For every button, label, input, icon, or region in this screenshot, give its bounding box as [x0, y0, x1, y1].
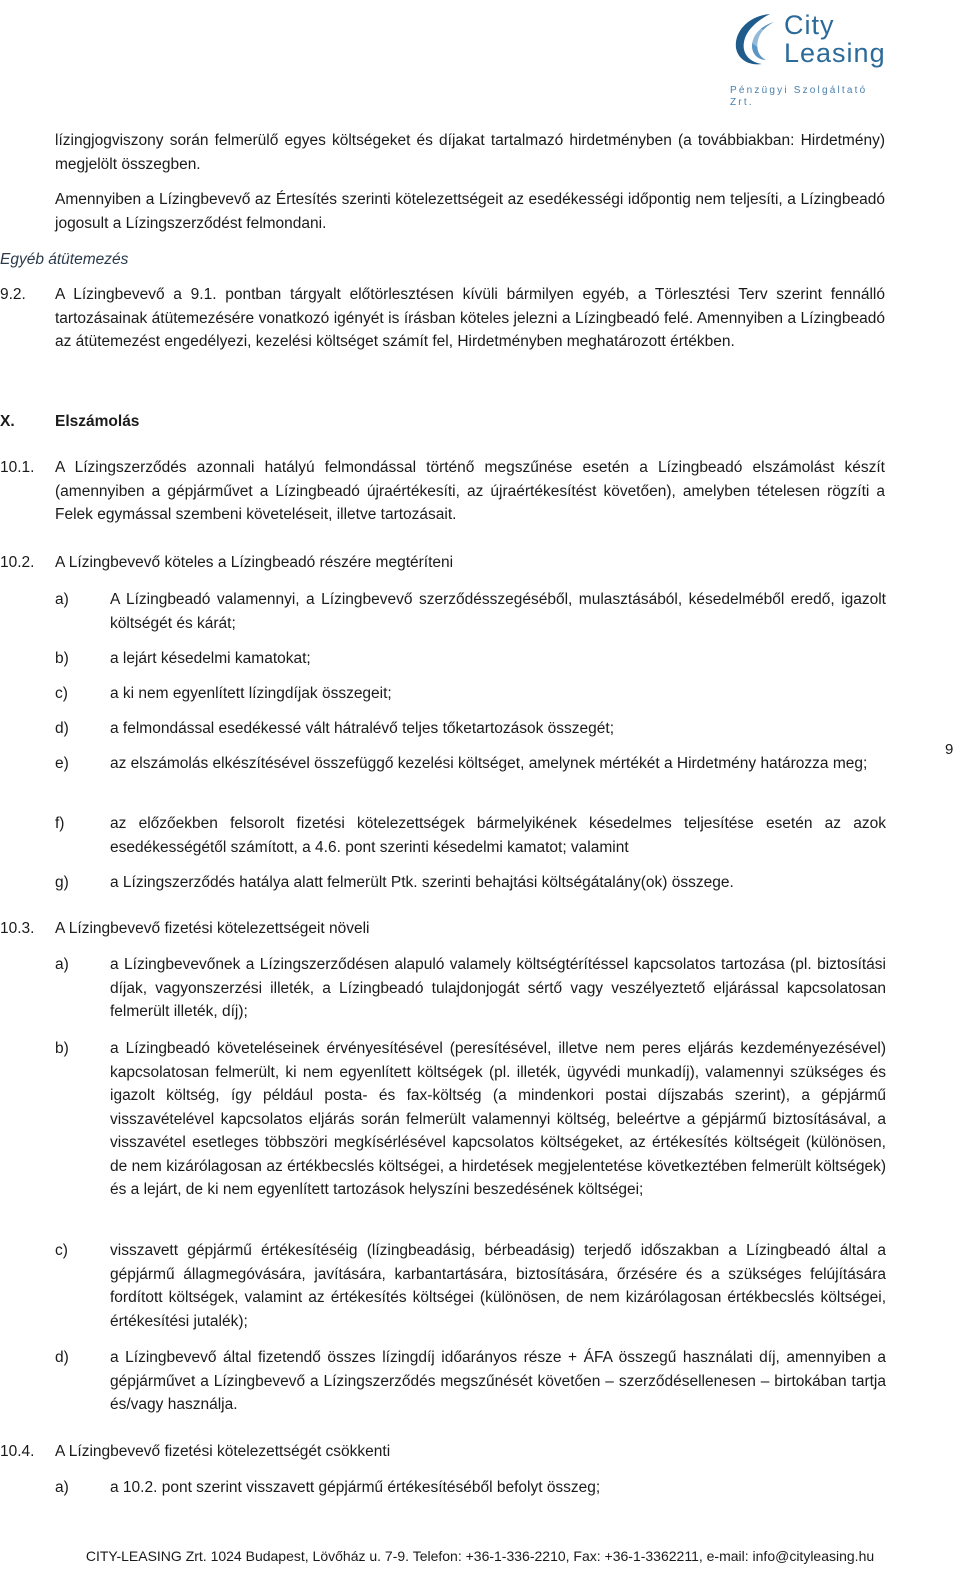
- clause-10-2-text: A Lízingbevevő köteles a Lízingbeadó részére megtéríteni: [55, 554, 454, 571]
- list-item-text: a 10.2. pont szerint visszavett gépjármű értékesítéséből befolyt összeg;: [110, 1479, 601, 1496]
- list-item-text: az előzőekben felsorolt fizetési kötelezettségek bármelyikének késedelmes teljesítése esetén az azok esedékességétől számított, a 4.6. pont szerinti késedelmi kamatot; valamint: [110, 815, 886, 856]
- list-item-letter: f): [55, 815, 65, 832]
- clause-number: 10.4.: [0, 1443, 35, 1460]
- intro-paragraph-1: lízingjogviszony során felmerülő egyes költségeket és díjakat tartalmazó hirdetményben (a továbbiakban: Hirdetmény) megjelölt összegben.: [55, 132, 885, 173]
- list-item-letter: b): [55, 1040, 69, 1057]
- list-item-letter: c): [55, 685, 68, 702]
- logo-swoosh-icon: [730, 8, 782, 68]
- chapter-number: X.: [0, 413, 15, 430]
- intro-paragraph-2: Amennyiben a Lízingbevevő az Értesítés szerinti kötelezettségeit az esedékességi időpontig nem teljesíti, a Lízingbeadó jogosult a Lízingszerződést felmondani.: [55, 191, 885, 232]
- list-item-letter: d): [55, 720, 69, 737]
- list-item-text: a Lízingbeadó követeléseinek érvényesítésével (peresítésével, illetve nem peres eljárás kezdeményezésével) kapcsolatosan felmerült, ki nem egyenlített költségek (pl. illeték, ügyvédi munkadíj), valamennyi szükséges és igazolt költség, így például posta- és fax-költség (a mindenkori postai díjszabás szerint), a gépjármű visszavételével kapcsolatos eljárás során felmerült valamennyi költség, beleértve a gépjármű biztosításával, a visszavétel esetleges többszöri megkísérlésével kapcsolatos költségeket, az értékesítés költségeit (különösen, de nem kizárólagosan az értékbecslés költségei, a hirdetések megjelentetése következtében felmerült költségek) és a lejárt, de ki nem egyenlített tartozások helyszíni beszedésének költségei;: [110, 1040, 886, 1198]
- list-item-letter: a): [55, 1479, 69, 1496]
- list-item-text: a lejárt késedelmi kamatokat;: [110, 650, 311, 667]
- list-item-text: a felmondással esedékessé vált hátralévő teljes tőketartozások összegét;: [110, 720, 615, 737]
- list-item-letter: c): [55, 1242, 68, 1259]
- list-item-letter: a): [55, 591, 69, 608]
- list-item-text: az elszámolás elkészítésével összefüggő kezelési költséget, amelynek mértékét a Hirdetmény határozza meg;: [110, 755, 868, 772]
- clause-10-3-text: A Lízingbevevő fizetési kötelezettségeit növeli: [55, 920, 370, 937]
- clause-number: 10.2.: [0, 554, 35, 571]
- company-logo: [728, 6, 888, 108]
- list-item-text: a ki nem egyenlített lízingdíjak összegeit;: [110, 685, 392, 702]
- clause-number: 9.2.: [0, 286, 26, 303]
- clause-number: 10.1.: [0, 459, 35, 476]
- list-item-letter: g): [55, 874, 69, 891]
- list-item-letter: d): [55, 1349, 69, 1366]
- clause-number: 10.3.: [0, 920, 35, 937]
- logo-text-leasing: Leasing: [784, 38, 886, 68]
- list-item-text: a Lízingszerződés hatálya alatt felmerült Ptk. szerinti behajtási költségátalány(ok) összege.: [110, 874, 734, 891]
- list-item-text: a Lízingbevevő által fizetendő összes lízingdíj időarányos része + ÁFA összegű használati díj, amennyiben a gépjárművet a Lízingbevevő a Lízingszerződés megszűnését követően – szerződésellenesen – birtokában tartja és/vagy használja.: [110, 1349, 886, 1413]
- chapter-title: Elszámolás: [55, 413, 140, 430]
- clause-9-2-text: A Lízingbevevő a 9.1. pontban tárgyalt előtörlesztésen kívüli bármilyen egyéb, a Törlesztési Terv szerint fennálló tartozásainak átütemezésére vonatkozó igényét is írásban köteles jelezni a Lízingbeadó felé. Amennyiben a Lízingbeadó az átütemezést engedélyezi, kezelési költséget számít fel, Hirdetményben meghatározott értékben.: [55, 286, 885, 350]
- subheading-rescheduling: Egyéb átütemezés: [0, 251, 129, 268]
- list-item-letter: a): [55, 956, 69, 973]
- clause-10-1-text: A Lízingszerződés azonnali hatályú felmondással történő megszűnése esetén a Lízingbeadó elszámolást készít (amennyiben a gépjárművet a Lízingbeadó újraértékesíti, az újraértékesítést követően), amelyben tételesen rögzíti a Felek egymással szembeni követeléseit, illetve tartozásait.: [55, 459, 885, 523]
- logo-text-city: City: [784, 10, 835, 40]
- list-item-letter: e): [55, 755, 69, 772]
- page-number: 9: [945, 741, 954, 758]
- list-item-text: visszavett gépjármű értékesítéséig (lízingbeadásig, bérbeadásig) terjedő időszakban a Lízingbeadó által a gépjármű állagmegóvására, javítására, karbantartására, biztosítására, őrzésére és a szükséges felújítására fordított költségek, valamint az értékesítés költségei (különösen, de nem kizárólagosan értékbecslés költségei, értékesítési jutalék);: [110, 1242, 886, 1330]
- page-footer: CITY-LEASING Zrt. 1024 Budapest, Lövőház u. 7-9. Telefon: +36-1-336-2210, Fax: +36-1-3362211, e-mail: info@cityleasing.hu: [85, 1548, 875, 1564]
- list-item-text: a Lízingbevevőnek a Lízingszerződésen alapuló valamely költségtérítéssel kapcsolatos tartozása (pl. biztosítási díjak, vagyonszerzési illeték, a Lízingbeadó tulajdonjogát sértő vagy veszélyeztető eljárással kapcsolatosan felmerült illeték, díj);: [110, 956, 886, 1020]
- clause-10-4-text: A Lízingbevevő fizetési kötelezettségét csökkenti: [55, 1443, 391, 1460]
- list-item-letter: b): [55, 650, 69, 667]
- logo-subtitle: Pénzügyi Szolgáltató Zrt.: [730, 85, 868, 108]
- list-item-text: A Lízingbeadó valamennyi, a Lízingbevevő szerződésszegéséből, mulasztásából, késedelméből eredő, igazolt költségét és kárát;: [110, 591, 886, 632]
